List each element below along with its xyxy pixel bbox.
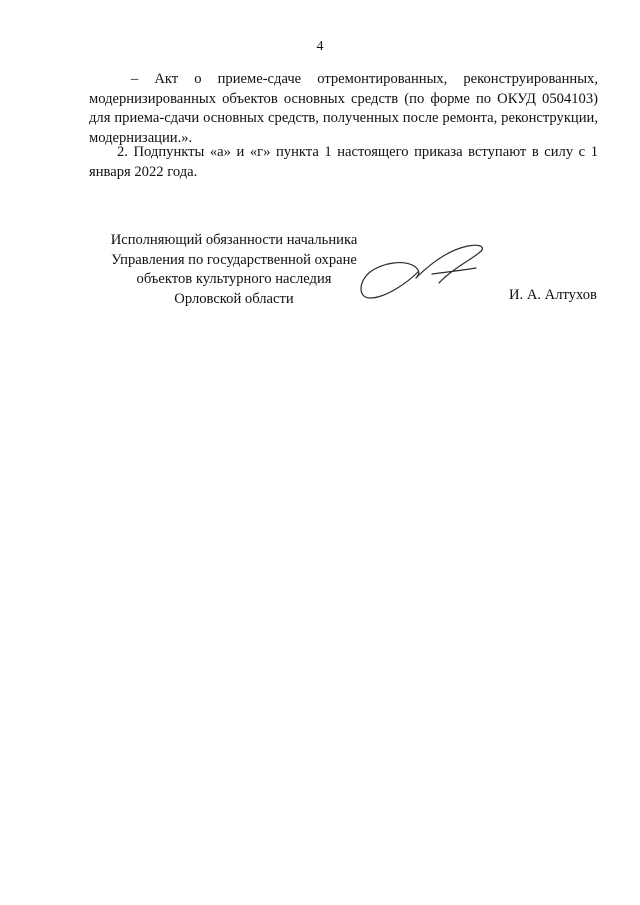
handwritten-signature: [356, 238, 488, 308]
signatory-title-block: [96, 231, 372, 309]
signer-name: И. А. Алтухов: [509, 287, 597, 303]
paragraph-act-item: – Акт о приеме-сдаче отремонтированных, реконструированных, модернизированных объектов основных средств (по форме по ОКУД 0504103) для приема-сдачи основных средств, полученных после ремонта, реконструкции, модернизации.».: [89, 71, 598, 146]
signature-stroke-loop: [361, 263, 419, 298]
paragraph-effective-date: 2. Подпункты «а» и «г» пункта 1 настоящего приказа вступают в силу с 1 января 2022 года.: [89, 144, 598, 180]
signatory-title-line: Управления по государственной охране: [111, 251, 357, 268]
page-number: 4: [316, 39, 324, 54]
signatory-title-line: Исполняющий обязанности начальника: [110, 232, 358, 248]
signature-stroke-main: [416, 245, 482, 283]
signatory-title-line: объектов культурного наследия: [136, 271, 332, 287]
signature-stroke-tail: [432, 268, 476, 274]
signatory-title-line: Орловской области: [174, 290, 294, 307]
